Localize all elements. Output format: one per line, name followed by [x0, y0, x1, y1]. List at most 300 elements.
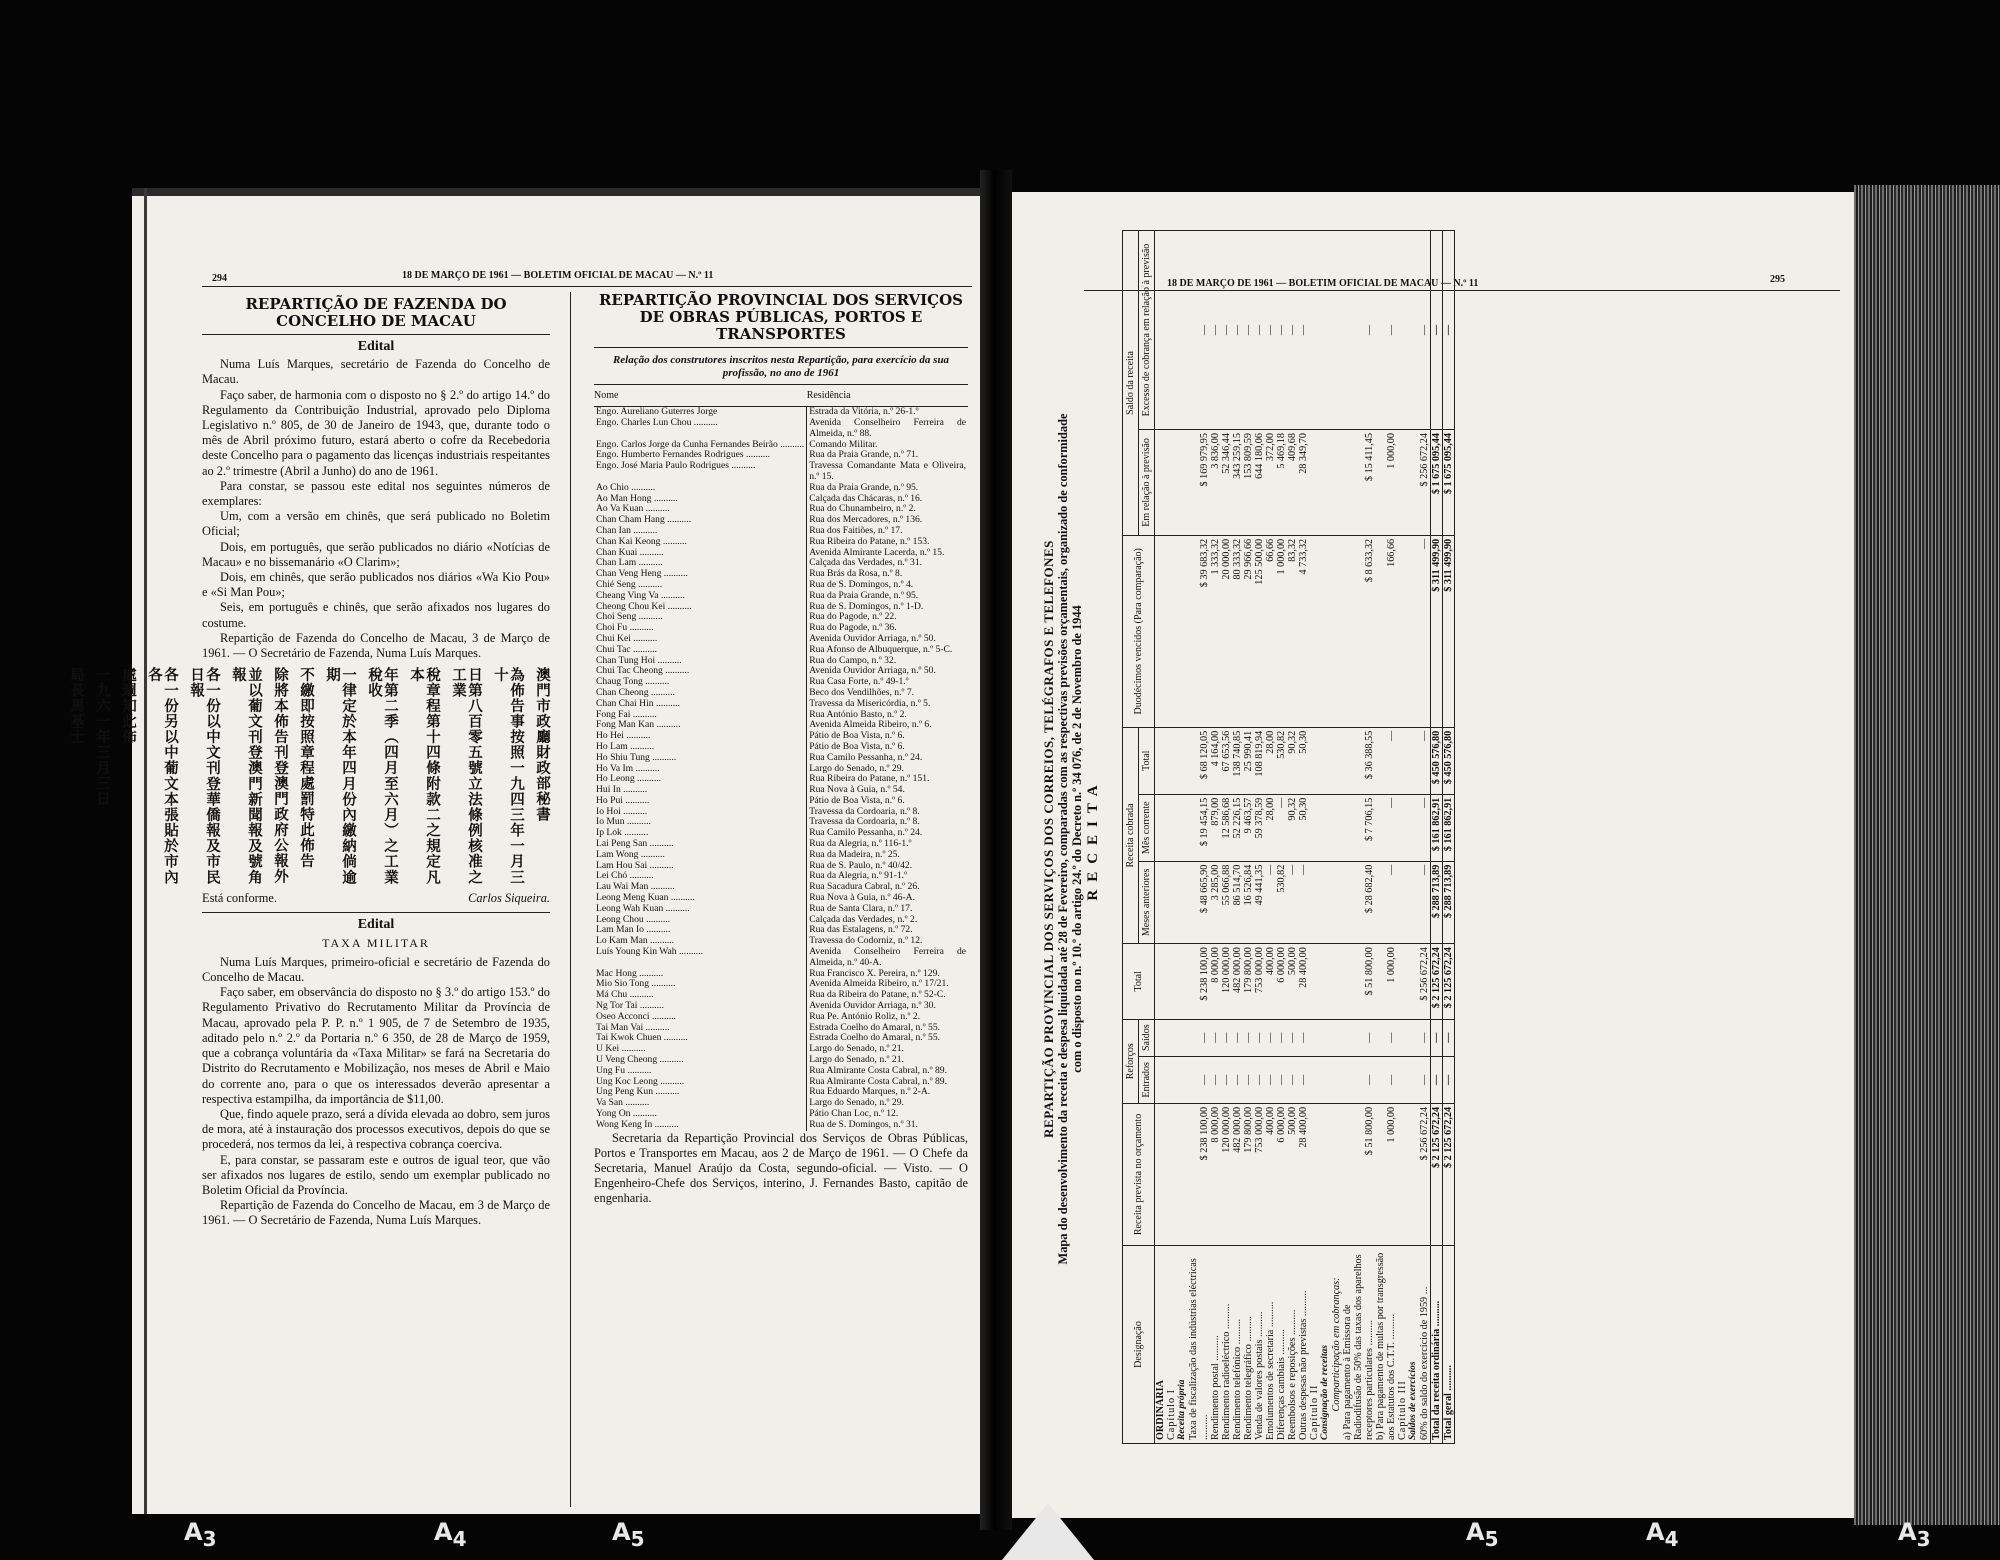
cell-e: —: [1419, 1056, 1431, 1103]
cell-e: —: [1431, 1056, 1443, 1103]
builder-residence: Rua Camilo Pessanha, n.º 24.: [809, 827, 923, 839]
cell-ma: 16 526,84: [1243, 861, 1254, 943]
table-row: [1342, 231, 1375, 1444]
builder-residence: Pátio Chan Loc, n.º 12.: [809, 1108, 899, 1119]
table-row: [594, 1120, 968, 1131]
table-row: [1375, 231, 1397, 1444]
th-entrados: Entrados: [1139, 1056, 1155, 1103]
table-row: [1221, 231, 1232, 1444]
cell-s: —: [1431, 1019, 1443, 1056]
builder-name: Ip Lok ..........: [594, 828, 807, 839]
cell-ma: —: [1419, 861, 1431, 943]
cell-ex: —: [1188, 231, 1210, 430]
cell-mc: 28,00: [1265, 794, 1276, 861]
cell-du: 20 000,00: [1221, 535, 1232, 727]
cell-tc: $ 36 388,55: [1342, 727, 1375, 794]
cell-mc: $ 161 862,91: [1443, 794, 1455, 861]
builder-name: Cheong Chou Kei ..........: [594, 602, 807, 613]
table-row: [1188, 231, 1210, 1444]
th-designacao: Designação: [1123, 1246, 1155, 1444]
cell-p: 179 800,00: [1243, 1103, 1254, 1245]
edital-title: Edital: [357, 339, 395, 354]
builder-residence: Largo do Senado, n.º 21.: [809, 1043, 904, 1055]
cell-du: 1 333,32: [1210, 535, 1221, 727]
builder-name: Chié Seng ..........: [594, 580, 807, 591]
cell-s: —: [1188, 1019, 1210, 1056]
builder-residence: Rua Ribeira do Patane, n.º 151.: [809, 773, 930, 785]
builder-name: Engo. José Maria Paulo Rodrigues ..........: [594, 461, 807, 483]
cell-tc: 25 990,41: [1243, 727, 1254, 794]
builder-name: Lam Hou Sai ..........: [594, 861, 807, 872]
builder-name: Lei Chó ..........: [594, 871, 807, 882]
revenue-table-body: [1155, 231, 1455, 1444]
table-row: [594, 947, 968, 969]
chapter-sublabel: Comparticipação em cobranças:: [1331, 1246, 1342, 1444]
builder-name: Chan Cheong ..........: [594, 688, 807, 699]
th-saidos: Saídos: [1139, 1019, 1155, 1056]
builder-residence: Rua Nova à Guia, n.º 46-A.: [809, 892, 916, 904]
chinese-column: 除將本佈告刊登澳門政府公報外: [272, 667, 288, 885]
cell-p: 28 400,00: [1298, 1103, 1309, 1245]
cell-e: —: [1375, 1056, 1397, 1103]
dept-title-fazenda: REPARTIÇÃO DE FAZENDA DO CONCELHO DE MACAU: [245, 295, 507, 330]
cell-ma: —: [1287, 861, 1298, 943]
builder-name: Oseo Acconci ..........: [594, 1012, 807, 1023]
cell-tc: 67 653,56: [1221, 727, 1232, 794]
cell-ma: 3 285,00: [1210, 861, 1221, 943]
builder-residence: Rua da Alegria, n.º 116-1.º: [809, 838, 912, 850]
builder-residence: Calçada das Verdades, n.º 2.: [809, 913, 918, 925]
edital-paragraph: Faço saber, em observância do disposto no § 3.º do artigo 153.º do Regulamento Privativo do Recrutamento Militar da Província de Macau, aprovado pela P. P. n.º 1 905, de 7 de Setembro de 1935, aditado pelo n.º 2.º da Portaria n.º 6 350, de 28 de Março de 1959, que a cobrança voluntária da «Taxa Militar» se fará na Secretaria do Distrito do Recrutamento e Mobilização, nos meses de Abril e Maio do corrente ano, para o que os interessados deverão apresentar a respectiva estampilha, da importância de $11,00.: [202, 985, 550, 1106]
cell-s: —: [1443, 1019, 1455, 1056]
cell-mc: 50,30: [1298, 794, 1309, 861]
cell-sr: $ 15 411,45: [1342, 430, 1375, 536]
th-receita-cobrada: Receita cobrada: [1123, 727, 1139, 943]
builder-residence: Rua do Campo, n.º 32.: [809, 654, 897, 666]
chinese-column: 不繳即按照章程處罰特此佈告: [298, 667, 314, 869]
builder-residence: Calçada das Verdades, n.º 31.: [809, 557, 923, 569]
cell-ex: —: [1419, 231, 1431, 430]
builder-name: Leong Chou ..........: [594, 915, 807, 926]
cell-p: $ 256 672,24: [1419, 1103, 1431, 1245]
builder-name: Choi Fu ..........: [594, 623, 807, 634]
chapter-sublabel: Saldos de exercícios: [1408, 1246, 1419, 1444]
cell-d: Rendimento radioeléctrico ..........: [1221, 1246, 1232, 1444]
builder-residence: Rua Afonso de Albuquerque, n.º 5-C.: [809, 643, 953, 655]
builder-residence: Rua de S. Paulo, n.º 40/42.: [809, 859, 913, 871]
cell-e: —: [1188, 1056, 1210, 1103]
header-residencia: Residência: [807, 385, 968, 407]
table-row: [1431, 231, 1443, 1444]
builder-name: Chan Chai Hin ..........: [594, 699, 807, 710]
cell-t: $ 2 125 672,24: [1431, 944, 1443, 1019]
builder-residence: Pátio de Boa Vista, n.º 6.: [809, 730, 905, 742]
map-heading: [1042, 234, 1100, 1444]
cell-t: $ 51 800,00: [1342, 944, 1375, 1019]
table-row: [594, 720, 968, 731]
builder-name: Choi Seng ..........: [594, 612, 807, 623]
cell-ma: —: [1298, 861, 1309, 943]
cell-tc: 530,82: [1276, 727, 1287, 794]
head-rule: [202, 286, 972, 287]
edital-paragraph: Faço saber, de harmonia com o disposto no § 2.º do artigo 14.º do Regulamento da Contribuição Industrial, aprovado pelo Diploma Legislativo n.º 805, de 30 de Janeiro de 1943, que, durante todo o mês de Abril próximo futuro, estará aberto o cofre da Recebedoria deste Concelho para o pagamento das licenças industriais respeitantes ao 2.º trimestre (Abril a Junho) do ano de 1961.: [202, 387, 550, 478]
table-row: [594, 1087, 968, 1098]
cell-du: 1 000,00: [1276, 535, 1287, 727]
cell-ex: —: [1443, 231, 1455, 430]
cell-tc: 138 740,85: [1232, 727, 1243, 794]
builder-residence: Travessa da Misericórdia, n.º 5.: [809, 697, 931, 709]
builder-name: U Kei ..........: [594, 1044, 807, 1055]
cell-d: b) Para pagamento de multas por transgressão aos Estatutos dos C.T.T. ..........: [1375, 1246, 1397, 1444]
map-decree: com o disposto no n.º 10.º do artigo 24.º do Decreto n.º 34 076, de 2 de Novembro de 1944: [1070, 605, 1084, 1073]
cell-d: Reembolsos e reposições ..........: [1287, 1246, 1298, 1444]
builder-residence: Rua Sacadura Cabral, n.º 26.: [809, 881, 920, 893]
cell-d: a) Para pagamento à Emissora de Radiodifusão de 50% das taxas dos aparelhos receptores particulares ..........: [1342, 1246, 1375, 1444]
table-row: [594, 1066, 968, 1077]
cell-ma: $ 288 713,89: [1431, 861, 1443, 943]
cell-tc: 28,00: [1265, 727, 1276, 794]
chinese-column: 為佈告事按照一九四三年一月三十: [492, 667, 524, 886]
cell-ma: $ 28 682,40: [1342, 861, 1375, 943]
section-label: ORDINÁRIA: [1155, 1246, 1167, 1444]
builder-name: Ho Pui ..........: [594, 796, 807, 807]
builder-residence: Rua dos Mercadores, n.º 136.: [809, 514, 923, 526]
register-mark: $A_5$: [612, 1518, 645, 1551]
builder-residence: Rua da Praia Grande, n.º 95.: [809, 481, 919, 493]
chinese-column: 局長馬基士: [68, 667, 84, 745]
table-row: [1210, 231, 1221, 1444]
table-row: [1419, 231, 1431, 1444]
chapter-label: Capítulo II: [1309, 1246, 1320, 1444]
cell-tc: —: [1419, 727, 1431, 794]
cell-t: 753 000,00: [1254, 944, 1265, 1019]
builder-name: Chan Tung Hoi ..........: [594, 656, 807, 667]
edital-paragraph: E, para constar, se passaram este e outros de igual teor, que vão ser afixados nos lugares de estilo, sendo um exemplar publicado no Boletim Oficial da Província.: [202, 1152, 550, 1197]
conformity-label: Está conforme.: [202, 891, 278, 906]
cell-e: —: [1443, 1056, 1455, 1103]
chinese-column: 各一份以中文刊登華僑報及市民日報: [188, 667, 220, 886]
builder-residence: Rua de Santa Clara, n.º 17.: [809, 902, 913, 914]
builder-name: Ao Man Hong ..........: [594, 494, 807, 505]
cell-p: 8 000,00: [1210, 1103, 1221, 1245]
builder-residence: Rua Eduardo Marques, n.º 2-A.: [809, 1086, 931, 1098]
cell-s: —: [1265, 1019, 1276, 1056]
cell-tc: $ 450 576,80: [1443, 727, 1455, 794]
cell-ma: $ 48 665,90: [1188, 861, 1210, 943]
builder-name: Chui Tac Cheong ..........: [594, 666, 807, 677]
page-number: 294: [212, 273, 227, 284]
cell-t: 120 000,00: [1221, 944, 1232, 1019]
builder-residence: Comando Militar.: [809, 438, 878, 450]
builder-residence: Rua da Alegria, n.º 91-1.º: [809, 870, 908, 882]
chinese-column: 一九六一年三月三日: [94, 667, 110, 807]
edital-paragraph: Repartição de Fazenda do Concelho de Macau, em 3 de Março de 1961. — O Secretário de Fazenda, Numa Luís Marques.: [202, 1198, 550, 1228]
builder-name: Lam Man Io ..........: [594, 925, 807, 936]
builder-name: Cheang Ving Va ..........: [594, 591, 807, 602]
edital-title: Edital: [357, 917, 395, 933]
chinese-column: 一律定於本年四月份內繳納倘逾期: [324, 667, 356, 886]
builder-name: Leong Wah Kuan ..........: [594, 904, 807, 915]
cell-d: 60% do saldo do exercício de 1959 ...: [1419, 1246, 1431, 1444]
chinese-version: [68, 667, 550, 886]
chapter-sublabel: Consignação de receitas: [1320, 1246, 1331, 1444]
cell-s: —: [1375, 1019, 1397, 1056]
column-divider: [570, 292, 571, 1507]
cell-mc: 9 463,57: [1243, 794, 1254, 861]
builder-residence: Rua Almirante Costa Cabral, n.º 89.: [809, 1064, 947, 1076]
builder-residence: Rua Almirante Costa Cabral, n.º 89.: [809, 1075, 947, 1087]
table-row: [1287, 231, 1298, 1444]
table-row: [594, 1012, 968, 1023]
cell-sr: 153 809,59: [1243, 430, 1254, 536]
cell-s: —: [1298, 1019, 1309, 1056]
builders-table-body: [594, 407, 968, 1131]
cell-du: —: [1419, 535, 1431, 727]
register-mark: $A_5$: [1466, 1518, 1499, 1551]
cell-sr: 372,00: [1265, 430, 1276, 536]
table-row: [594, 645, 968, 656]
cell-sr: 52 346,44: [1221, 430, 1232, 536]
cell-t: 6 000,00: [1276, 944, 1287, 1019]
cell-t: 1 000,00: [1375, 944, 1397, 1019]
builder-residence: Travessa da Cordoaria, n.º 8.: [809, 816, 920, 828]
revenue-table: [1122, 230, 1455, 1444]
builder-residence: Largo do Senado, n.º 29.: [809, 1097, 904, 1109]
builder-residence: Avenida Conselheiro Ferreira de Almeida, n.º 88.: [809, 417, 966, 439]
column-a: [68, 295, 550, 1229]
th-meses-anteriores: Meses anteriores: [1139, 861, 1155, 943]
cell-du: $ 39 683,32: [1188, 535, 1210, 727]
table-row: [1298, 231, 1309, 1444]
rotated-revenue-map: [1034, 224, 1834, 1454]
cell-sr: 1 000,00: [1375, 430, 1397, 536]
map-receita-label: RECEITA: [1085, 777, 1101, 901]
builder-name: Ho Va Im ..........: [594, 764, 807, 775]
cell-ma: 49 441,35: [1254, 861, 1265, 943]
builders-table: [594, 384, 968, 1131]
builder-name: Ao Va Kuan ..........: [594, 504, 807, 515]
builder-name: Tai Man Vai ..........: [594, 1023, 807, 1034]
cell-sr: 343 259,15: [1232, 430, 1243, 536]
builder-name: Má Chu ..........: [594, 990, 807, 1001]
edital-paragraph: Repartição de Fazenda do Concelho de Macau, 3 de Março de 1961. — O Secretário de Fazenda, Numa Luís Marques.: [202, 630, 550, 661]
cell-e: —: [1298, 1056, 1309, 1103]
builder-residence: Rua de S. Domingos, n.º 1-D.: [809, 600, 924, 612]
cell-ex: —: [1342, 231, 1375, 430]
dept-title-obras-publicas: REPARTIÇÃO PROVINCIAL DOS SERVIÇOS DE OBRAS PÚBLICAS, PORTOS E TRANSPORTES: [598, 291, 964, 343]
cell-p: 753 000,00: [1254, 1103, 1265, 1245]
cell-ex: —: [1298, 231, 1309, 430]
cell-p: $ 238 100,00: [1188, 1103, 1210, 1245]
left-page: [68, 188, 980, 1514]
table-row: [594, 753, 968, 764]
cell-mc: $ 7 706,15: [1342, 794, 1375, 861]
cell-mc: 12 586,68: [1221, 794, 1232, 861]
builder-name: Ho Lam ..........: [594, 742, 807, 753]
cell-d: Taxa de fiscalização das indústrias eléctricas ..........: [1188, 1246, 1210, 1444]
edital-paragraph: Para constar, se passou este edital nos seguintes números de exemplares:: [202, 478, 550, 509]
page-number: 295: [1770, 274, 1785, 285]
builder-residence: Rua de S. Domingos, n.º 4.: [809, 578, 914, 590]
builder-name: Mio Sio Tong ..........: [594, 979, 807, 990]
builder-name: Chan Veng Heng ..........: [594, 569, 807, 580]
chapter-label: Capítulo III: [1397, 1246, 1408, 1444]
table-row: [594, 591, 968, 602]
builder-residence: Rua Camilo Pessanha, n.º 24.: [809, 751, 923, 763]
cell-du: 80 333,32: [1232, 535, 1243, 727]
builder-name: Fong Man Kan ..........: [594, 720, 807, 731]
conformity-line: [202, 891, 550, 906]
builder-residence: Rua do Chunambeiro, n.º 2.: [809, 503, 916, 515]
table-row: [594, 537, 968, 548]
cell-du: 66,66: [1265, 535, 1276, 727]
builder-name: Fong Fai ..........: [594, 710, 807, 721]
builder-residence: Rua Ribeira do Patane, n.º 153.: [809, 535, 930, 547]
cell-ex: —: [1254, 231, 1265, 430]
builder-residence: Rua Brás da Rosa, n.º 8.: [809, 568, 903, 580]
cell-sr: 409,68: [1287, 430, 1298, 536]
table-row: [594, 483, 968, 494]
edital-paragraph: Numa Luís Marques, primeiro-oficial e secretário de Fazenda do Concelho de Macau.: [202, 954, 550, 985]
fold-notch: [1002, 1503, 1094, 1560]
builder-residence: Rua da Ribeira do Patane, n.º 52-C.: [809, 989, 946, 1001]
chinese-column: 並以葡文刊登澳門新聞報及號角報: [230, 667, 262, 886]
cell-p: 482 000,00: [1232, 1103, 1243, 1245]
cell-t: 179 800,00: [1243, 944, 1254, 1019]
th-total: Total: [1123, 944, 1155, 1019]
cell-du: 4 733,32: [1298, 535, 1309, 727]
cell-e: —: [1342, 1056, 1375, 1103]
cell-tc: $ 450 576,80: [1431, 727, 1443, 794]
th-total-cobrada: Total: [1139, 727, 1155, 794]
cell-ex: —: [1265, 231, 1276, 430]
edital-paragraph: Dois, em chinês, que serão publicados nos diários «Wa Kio Pou» e «Si Man Pou»;: [202, 570, 550, 600]
builder-name: Wong Keng In ..........: [594, 1120, 807, 1131]
cell-ex: —: [1243, 231, 1254, 430]
page-edges: [1854, 185, 2000, 1525]
cell-ex: —: [1232, 231, 1243, 430]
cell-ex: —: [1431, 231, 1443, 430]
table-row: [1265, 231, 1276, 1444]
edital-paragraph: Que, findo aquele prazo, será a dívida elevada ao dobro, sem juros de mora, até à instauração dos processos executivos, depois do que se procederá, nos termos da lei, à respectiva cobrança coerciva.: [202, 1106, 550, 1152]
cell-ex: —: [1221, 231, 1232, 430]
cell-d: Emolumentos de secretaria ..........: [1265, 1246, 1276, 1444]
th-em-relacao: Em relação à previsão: [1139, 430, 1155, 536]
cell-ma: —: [1265, 861, 1276, 943]
builder-name: Luís Young Kin Wah ..........: [594, 947, 807, 969]
table-row: [1276, 231, 1287, 1444]
cell-du: 125 500,00: [1254, 535, 1265, 727]
chinese-column: 各一份另以中葡文本張貼於市內各: [146, 667, 178, 886]
cell-t: 400,00: [1265, 944, 1276, 1019]
cell-d: Outras despesas não previstas ..........: [1298, 1246, 1309, 1444]
right-page: [1012, 192, 1854, 1518]
builder-residence: Avenida Conselheiro Ferreira de Almeida, n.º 40-A.: [809, 946, 966, 968]
cell-sr: 3 836,00: [1210, 430, 1221, 536]
builder-residence: Avenida Almirante Lacerda, n.º 15.: [809, 546, 945, 558]
table-row: [594, 461, 968, 483]
builder-name: Va San ..........: [594, 1098, 807, 1109]
cell-du: $ 8 633,32: [1342, 535, 1375, 727]
builder-residence: Rua Casa Forte, n.º 49-1.º: [809, 676, 909, 688]
builder-residence: Rua Francisco X. Pereira, n.º 129.: [809, 967, 940, 979]
cell-d: Venda de valores postais ..........: [1254, 1246, 1265, 1444]
cell-mc: $ 19 454,15: [1188, 794, 1210, 861]
cell-p: 1 000,00: [1375, 1103, 1397, 1245]
builder-name: Ung Fu ..........: [594, 1066, 807, 1077]
cell-d: Total geral ..........: [1443, 1246, 1455, 1444]
builder-residence: Rua do Pagode, n.º 22.: [809, 611, 897, 623]
builder-name: Engo. Aureliano Guterres Jorge: [594, 407, 807, 418]
cell-tc: 108 819,94: [1254, 727, 1265, 794]
cell-mc: —: [1375, 794, 1397, 861]
cell-s: —: [1243, 1019, 1254, 1056]
conformity-signature: Carlos Siqueira.: [468, 891, 550, 906]
cell-ma: $ 288 713,89: [1443, 861, 1455, 943]
builder-name: Lo Kam Man ..........: [594, 936, 807, 947]
chinese-column: 年第二季（四月至六月）之工業稅收: [366, 667, 398, 886]
cell-s: —: [1221, 1019, 1232, 1056]
cell-ex: —: [1276, 231, 1287, 430]
builder-residence: Avenida Ouvidor Arriaga, n.º 50.: [809, 665, 936, 677]
column-b: [594, 292, 968, 1207]
cell-ma: —: [1375, 861, 1397, 943]
builder-residence: Rua da Praia Grande, n.º 71.: [809, 449, 919, 461]
builder-residence: Avenida Almeida Ribeiro, n.º 17/21.: [809, 978, 949, 990]
cell-mc: —: [1419, 794, 1431, 861]
cell-ma: 55 066,88: [1221, 861, 1232, 943]
cell-e: —: [1276, 1056, 1287, 1103]
table-row: [594, 1033, 968, 1044]
cell-t: 500,00: [1287, 944, 1298, 1019]
cell-e: —: [1232, 1056, 1243, 1103]
builder-name: Chan Ian ..........: [594, 526, 807, 537]
th-duodecimos: Duodécimos vencidos (Para comparação): [1123, 535, 1155, 727]
builder-name: Ao Chio ..........: [594, 483, 807, 494]
builder-residence: Rua da Madeira, n.º 25.: [809, 848, 900, 860]
cell-t: $ 2 125 672,24: [1443, 944, 1455, 1019]
register-mark: $A_3$: [1898, 1518, 1931, 1551]
cell-du: 83,32: [1287, 535, 1298, 727]
cell-tc: 50,30: [1298, 727, 1309, 794]
cell-s: —: [1276, 1019, 1287, 1056]
list-caption: Relação dos construtores inscritos nesta Repartição, para exercício da sua profissão, no ano de 1961: [612, 354, 950, 379]
builder-name: Chan Kuai ..........: [594, 548, 807, 559]
cell-mc: 59 378,59: [1254, 794, 1265, 861]
cell-t: 28 400,00: [1298, 944, 1309, 1019]
th-reforcos: Reforços: [1123, 1019, 1139, 1103]
builder-name: Ung Koc Leong ..........: [594, 1077, 807, 1088]
builder-residence: Avenida Ouvidor Arriaga, n.º 30.: [809, 1000, 936, 1012]
builder-name: Mac Hong ..........: [594, 969, 807, 980]
cell-p: 120 000,00: [1221, 1103, 1232, 1245]
cell-e: —: [1287, 1056, 1298, 1103]
builder-name: Chan Lam ..........: [594, 558, 807, 569]
cell-du: $ 311 499,90: [1443, 535, 1455, 727]
builder-name: Chaug Tong ..........: [594, 677, 807, 688]
cell-tc: $ 68 120,05: [1188, 727, 1210, 794]
builder-residence: Beco dos Vendilhões, n.º 7.: [809, 686, 915, 698]
book-gutter: [980, 170, 1012, 1530]
cell-tc: 90,32: [1287, 727, 1298, 794]
builder-residence: Rua da Praia Grande, n.º 95.: [809, 589, 919, 601]
edital-paragraph: Dois, em português, que serão publicados no diário «Notícias de Macau» e no bissemanário «O Clarim»;: [202, 539, 550, 569]
map-dept: REPARTIÇÃO PROVINCIAL DOS SERVIÇOS DOS CORREIOS, TELÉGRAFOS E TELEFONES: [1041, 540, 1056, 1138]
builder-name: Ho Leong ..........: [594, 774, 807, 785]
builder-name: Lam Wong ..........: [594, 850, 807, 861]
builder-residence: Calçada das Chácaras, n.º 16.: [809, 492, 923, 504]
cell-mc: 879,00: [1210, 794, 1221, 861]
